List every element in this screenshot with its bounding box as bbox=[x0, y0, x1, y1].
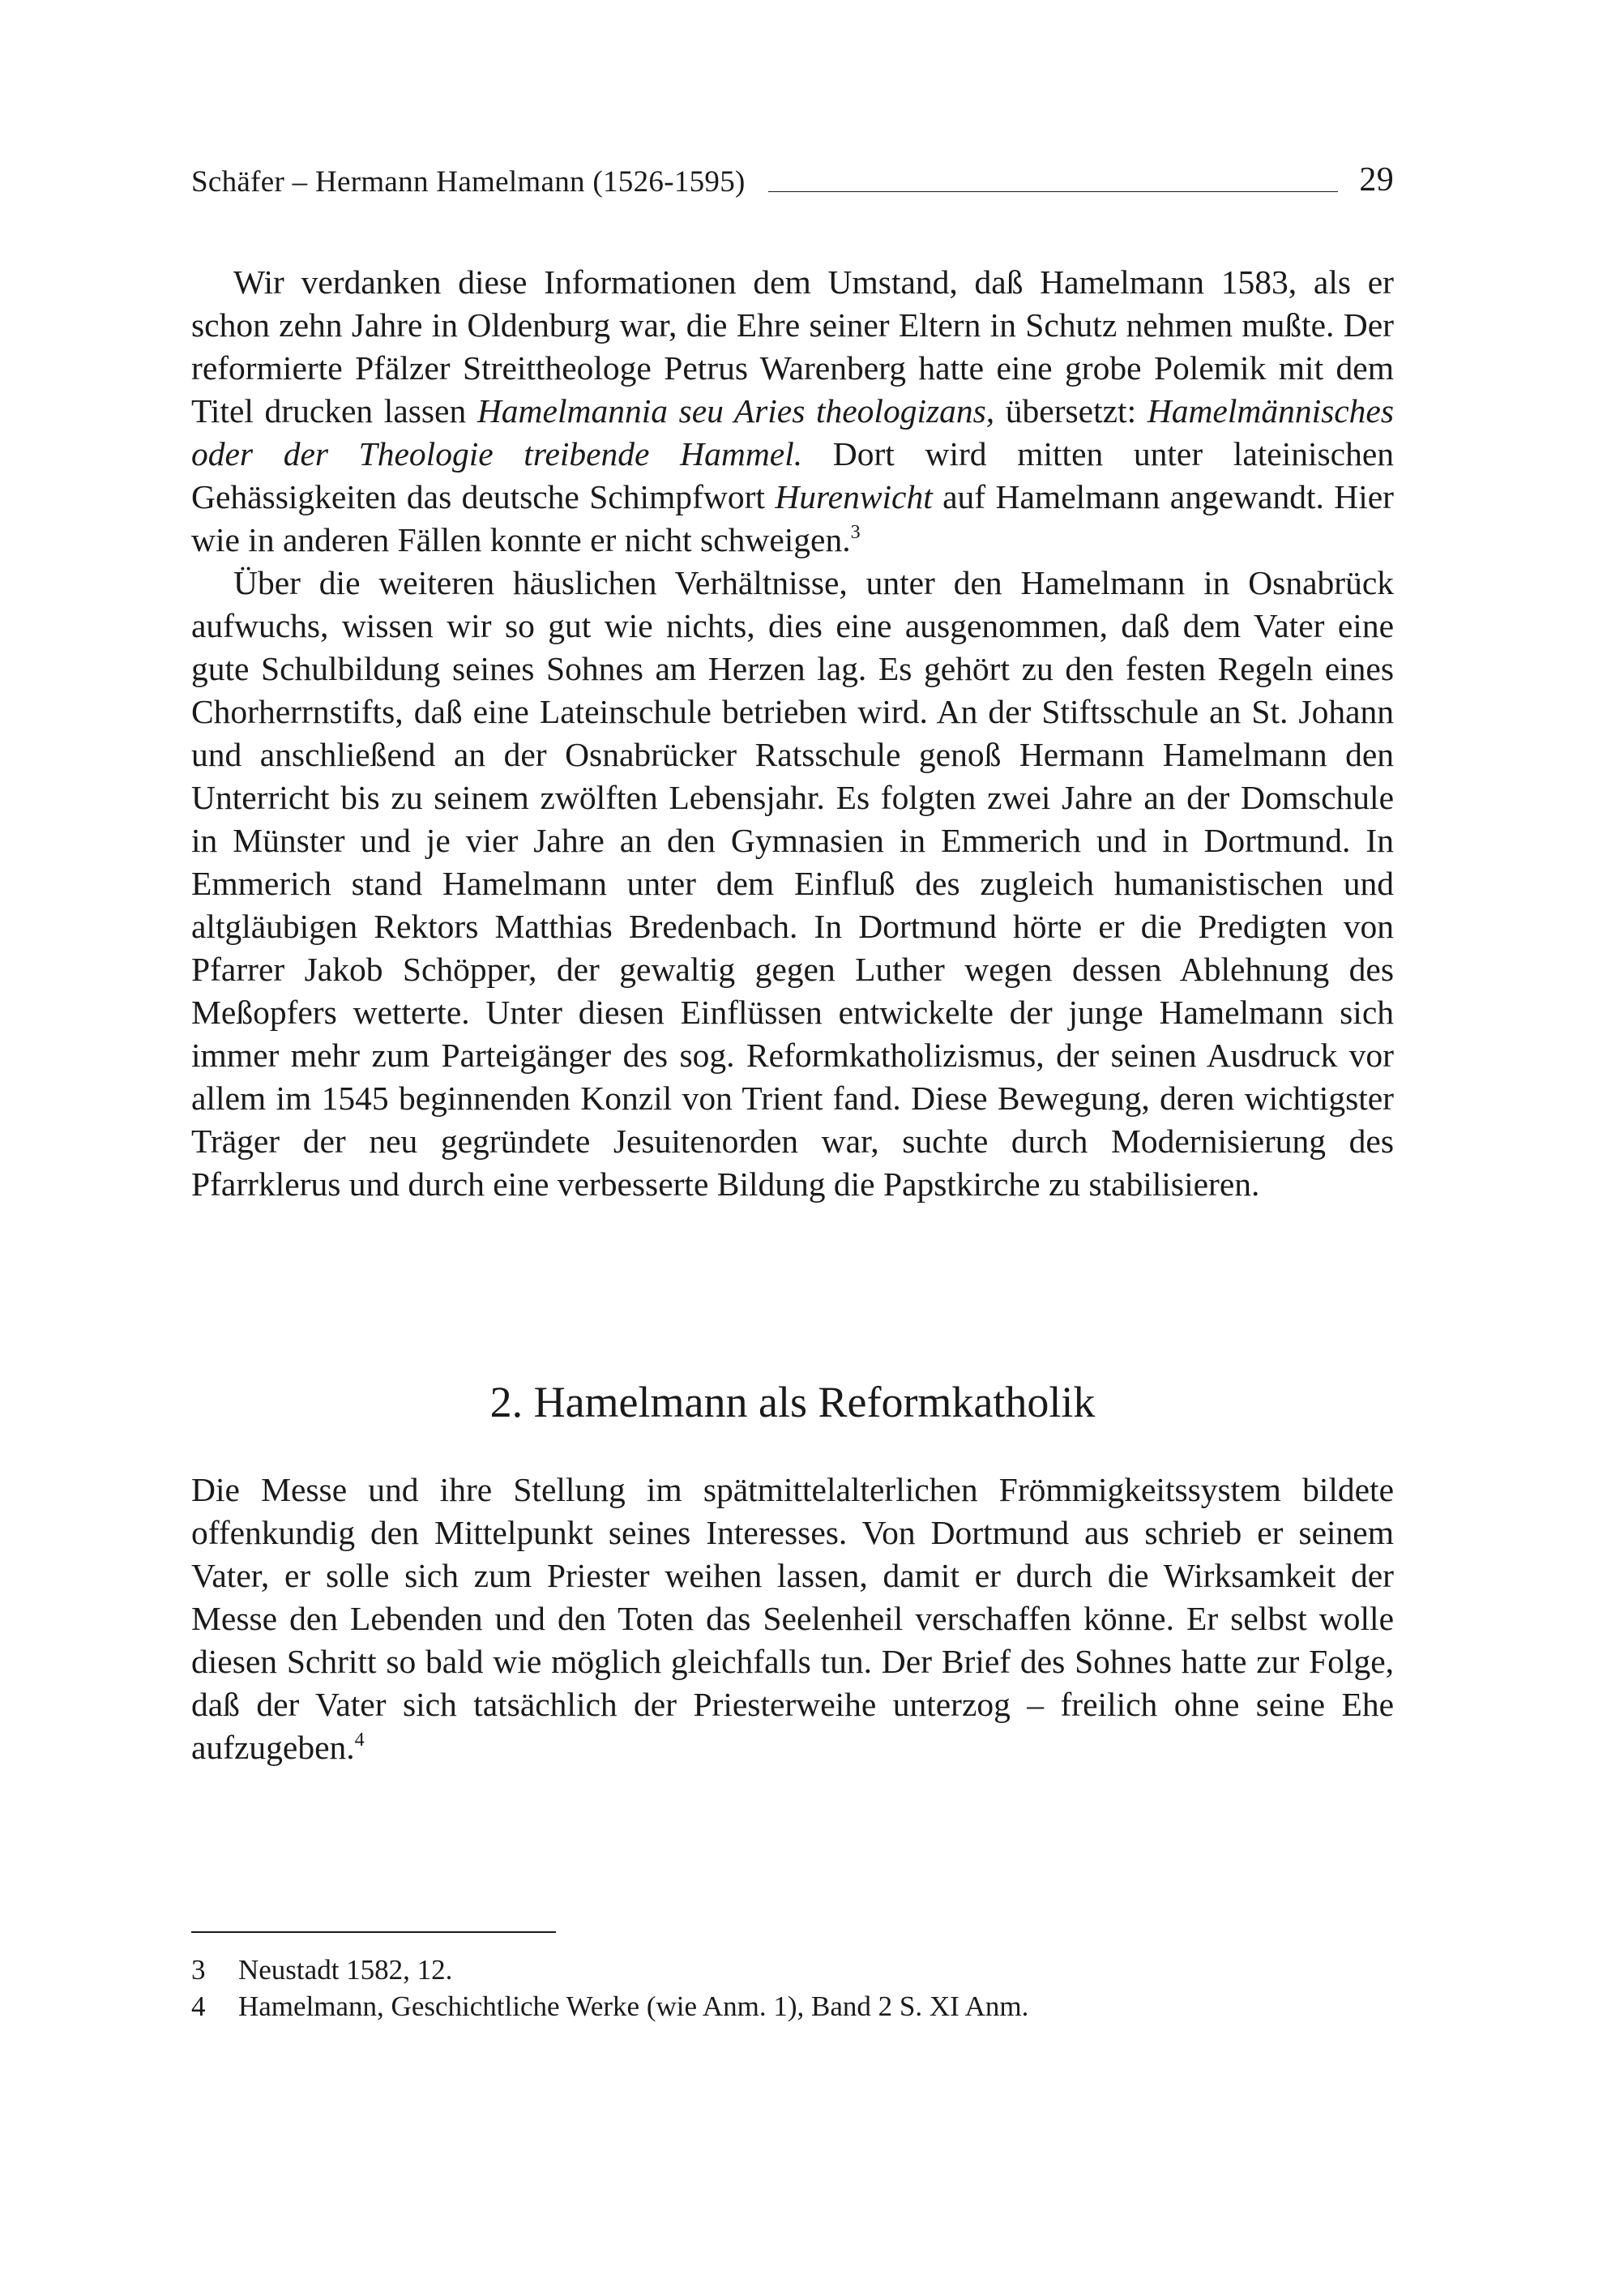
footnote-text: Hamelmann, Geschichtliche Werke (wie Anm. 1), Band 2 S. XI Anm. bbox=[238, 1990, 1029, 2022]
section-heading: 2. Hamelmann als Reformkatholik bbox=[489, 1378, 1096, 1426]
running-title: Schäfer – Hermann Hamelmann (1526-1595) bbox=[191, 165, 746, 199]
paragraph-1-text-a: Wir verdanken diese Informationen dem Umstand, daß Hamelmann 1583, als er schon zehn Jahre in Oldenburg war, die Ehre seiner Eltern in Schutz nehmen mußte. Der reformierte Pfälzer Streittheologe Petrus Warenberg hatte eine grobe Polemik mit dem Titel drucken lassen bbox=[191, 263, 1394, 430]
footnote-rule bbox=[191, 1931, 556, 1933]
term-hurenwicht: Hurenwicht bbox=[775, 478, 933, 515]
body-text bbox=[191, 261, 1394, 1206]
paragraph-1 bbox=[191, 261, 1394, 562]
title-hamelmannia: Hamelmannia seu Aries theologizans, bbox=[477, 392, 995, 430]
body-text-section-2 bbox=[191, 1469, 1394, 1769]
footnote-3 bbox=[191, 1952, 1394, 1988]
paragraph-1-text-c: Dort wird mitten unter lateinischen Gehässigkeiten das deutsche Schimpfwort bbox=[191, 435, 1394, 515]
footnote-4 bbox=[191, 1988, 1394, 2024]
footnote-ref-3[interactable]: 3 bbox=[850, 522, 861, 543]
footnotes bbox=[191, 1952, 1394, 2024]
footnote-number: 4 bbox=[191, 1990, 206, 2022]
paragraph-2: Über die weiteren häuslichen Verhältnisse, unter den Hamelmann in Osnabrück aufwuchs, wissen wir so gut wie nichts, dies eine ausgenommen, daß dem Vater eine gute Schulbildung seines Sohnes am Herzen lag. Es gehört zu den festen Regeln eines Chorherrnstifts, daß eine Lateinschule betrieben wird. An der Stiftsschule an St. Johann und anschließend an der Osnabrücker Ratsschule genoß Hermann Hamelmann den Unterricht bis zu seinem zwölften Lebensjahr. Es folgten zwei Jahre an der Domschule in Münster und je vier Jahre an den Gymnasien in Emmerich und in Dortmund. In Emmerich stand Hamelmann unter dem Einfluß des zugleich humanistischen und altgläubigen Rektors Matthias Bredenbach. In Dortmund hörte er die Predigten von Pfarrer Jakob Schöpper, der gewaltig gegen Luther wegen dessen Ablehnung des Meßopfers wetterte. Unter diesen Einflüssen entwickelte der junge Hamelmann sich immer mehr zum Parteigänger des sog. Reformkatholizismus, der seinen Ausdruck vor allem im 1545 beginnenden Konzil von Trient fand. Diese Bewegung, deren wichtigster Träger der neu gegründete Jesuitenorden war, suchte durch Modernisierung des Pfarrklerus und durch eine verbesserte Bildung die Papstkirche zu stabilisieren. bbox=[191, 564, 1394, 1203]
running-head bbox=[191, 151, 1394, 199]
footnote-ref-4[interactable]: 4 bbox=[354, 1729, 365, 1751]
footnote-text: Neustadt 1582, 12. bbox=[238, 1954, 453, 1986]
paragraph-1-text-d: auf Hamelmann angewandt. Hier wie in anderen Fällen konnte er nicht schweigen. bbox=[191, 478, 1395, 558]
paragraph-1-text-b: übersetzt: bbox=[994, 392, 1147, 430]
running-head-rule bbox=[768, 191, 1339, 192]
page-number: 29 bbox=[1359, 161, 1394, 199]
paragraph-3-text: Die Messe und ihre Stellung im spätmittelalterlichen Frömmigkeitssystem bildete offenkundig den Mittelpunkt seines Interesses. Von Dortmund aus schrieb er seinem Vater, er solle sich zum Priester weihen lassen, damit er durch die Wirksamkeit der Messe den Lebenden und den Toten das Seelenheil verschaffen könne. Er selbst wolle diesen Schritt so bald wie möglich gleichfalls tun. Der Brief des Sohnes hatte zur Folge, daß der Vater sich tatsächlich der Priesterweihe unterzog – freilich ohne seine Ehe aufzugeben. bbox=[191, 1471, 1394, 1766]
title-hamelmaennisches: Hamelmännisches oder der Theologie treibende Hammel. bbox=[191, 392, 1394, 472]
paragraph-3 bbox=[191, 1469, 1394, 1769]
footnote-number: 3 bbox=[191, 1954, 206, 1986]
